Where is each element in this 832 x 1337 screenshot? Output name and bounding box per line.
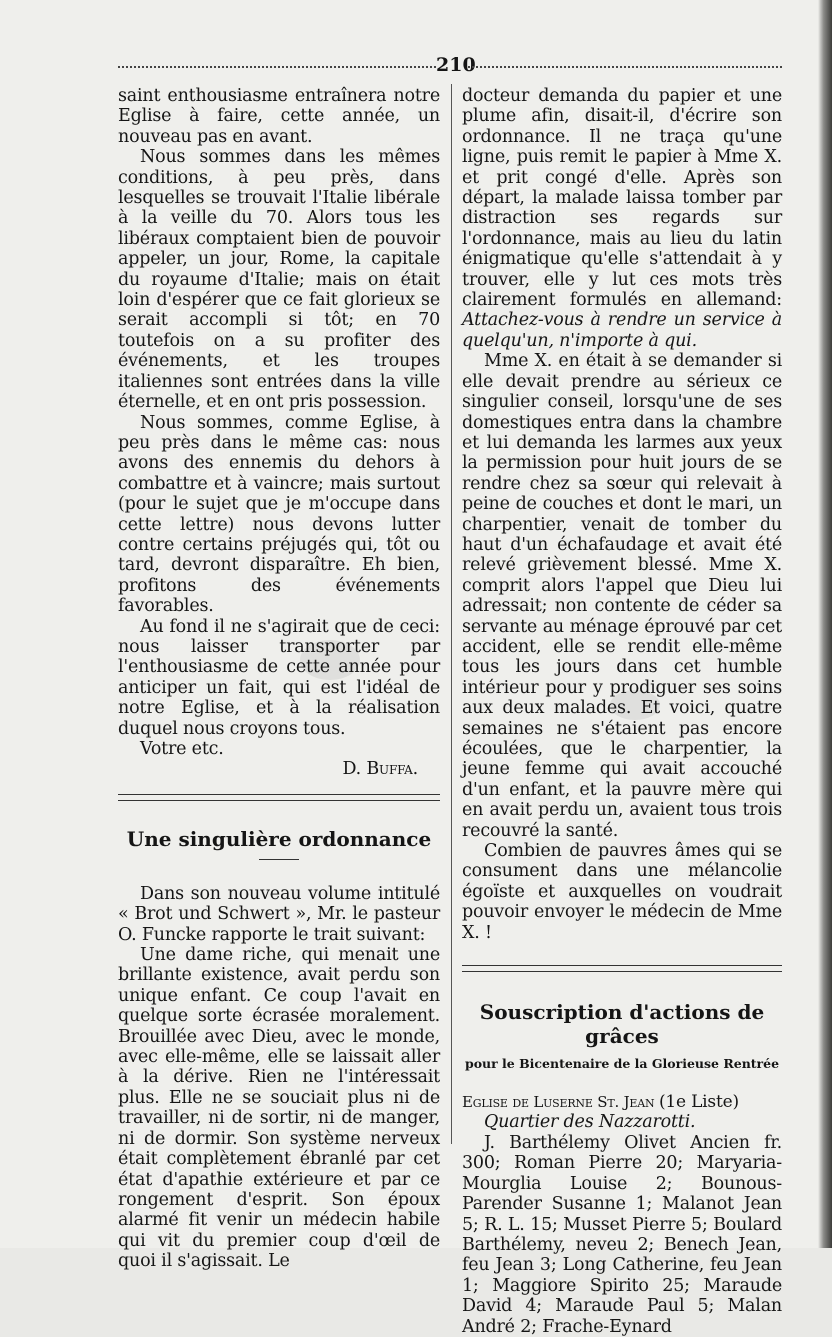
article-paragraph: Une dame riche, qui menait une brillante existence, avait perdu son unique enfant. Ce coup l'avait en quelque sorte écrasée moralement. Brouillée avec Dieu, avec le monde, avec elle-même, elle se laissait aller à la dérive. Rien ne l'intéressait plus. Elle ne se souciait plus ni de travailler, ni de sortir, ni de manger, ni de dormir. Son système nerveux était complètement ébranlé par cet état d'apathie extérieure et par ce rongement d'esprit. Son époux alarmé fit venir un médecin habile qui vit du premier coup d'œil de quoi il s'agissait. Le [118, 945, 440, 1272]
article-paragraph: Dans son nouveau volume intitulé « Brot und Schwert », Mr. le pasteur O. Funcke rapporte le trait suivant: [118, 883, 440, 945]
left-column [118, 86, 440, 1272]
column-divider [451, 84, 452, 1144]
quarter-name: Quartier des Nazzarotti. [484, 1112, 696, 1133]
article-paragraph: Mme X. en était à se demander si elle devait prendre au sérieux ce singulier conseil, lorsqu'une de ses domestiques entra dans la chambre et lui demanda les larmes aux yeux la permission pour huit jours de se rendre chez sa sœur qui relevait à peine de couches et dont le mari, un charpentier, venait de tomber du haut d'un échafaudage et avait été relevé grièvement blessé. Mme X. comprit alors l'appel que Dieu lui adressait; non contente de céder sa servante au ménage éprouvé par cet accident, elle se rendit elle-même tous les jours dans cet humble intérieur pour y prodiguer ses soins aux deux malades. Et voici, quatre semaines ne s'étaient pas encore écoulées, que le charpentier, la jeune femme qui avait accouché d'un enfant, et la pauvre mère qui en avait perdu un, avaient tous trois recouvré la santé. [462, 351, 782, 841]
article-paragraph: Combien de pauvres âmes qui se consument dans une mélancolie égoïste et auxquelles on voudrait pouvoir envoyer le médecin de Mme X. ! [462, 841, 782, 943]
letter-paragraph: saint enthousiasme entraînera notre Eglise à faire, cette année, un nouveau pas en avant. [118, 86, 440, 147]
header-rule-right [468, 66, 782, 68]
article-paragraph [462, 86, 782, 351]
letter-paragraph: Au fond il ne s'agirait que de ceci: nous laisser transporter par l'enthousiasme de cette année pour anticiper un fait, qui est l'idéal de notre Eglise, et à la réalisation duquel nous croyons tous. [118, 616, 440, 739]
page-number: 210 [436, 54, 476, 76]
section-separator [118, 794, 440, 801]
article-title: Une singulière ordonnance [126, 826, 432, 851]
right-column [462, 86, 782, 1337]
list-number: (1e Liste) [658, 1092, 739, 1113]
letter-paragraph: Nous sommes dans les mêmes conditions, à peu près, dans lesquelles se trouvait l'Italie libérale à la veille du 70. Alors tous les libéraux comptaient bien de pouvoir appeler, un jour, Rome, la capitale du royaume d'Italie; mais on était loin d'espérer que ce fait glorieux se serait accompli si tôt; en 70 toutefois on a su profiter des événements, et les troupes italiennes sont entrées dans la ville éternelle, et en ont pris possession. [118, 147, 440, 413]
church-heading [462, 1092, 782, 1112]
prescription-text: Attachez-vous à rendre un service à quelqu'un, n'importe à qui. [462, 310, 782, 351]
church-name: Eglise de Luserne St. Jean [462, 1093, 655, 1112]
letter-closing: Votre etc. [140, 739, 224, 759]
subscription-subtitle: pour le Bicentenaire de la Glorieuse Rentrée [464, 1056, 780, 1072]
page-edge-shadow [818, 0, 832, 1248]
subscription-title: Souscription d'actions de grâces [479, 1000, 765, 1049]
title-underline [259, 859, 299, 860]
letter-signature: D. Buffa. [342, 759, 418, 780]
header-rule-left [118, 66, 436, 68]
donation-list: J. Barthélemy Olivet Ancien fr. 300; Roman Pierre 20; Maryaria-Mourglia Louise 2; Bounous-Parender Susanne 1; Malanot Jean 5; R. L. 15; Musset Pierre 5; Boulard Barthélemy, neveu 2; Benech Jean, feu Jean 3; Long Catherine, feu Jean 1; Maggiore Spirito 25; Maraude David 4; Maraude Paul 5; Malan André 2; Frache-Eynard [462, 1132, 782, 1337]
letter-paragraph: Nous sommes, comme Eglise, à peu près dans le même cas: nous avons des ennemis du dehors à combattre et à vaincre; mais surtout (pour le sujet que je m'occupe dans cette lettre) nous devons lutter contre certains préjugés qui, tôt ou tard, devront disparaître. Eh bien, profitons des événements favorables. [118, 412, 440, 617]
page-header [118, 54, 782, 80]
section-separator [462, 965, 782, 972]
article-text: docteur demanda du papier et une plume afin, disait-il, d'écrire son ordonnance. Il ne traça qu'une ligne, puis remit le papier à Mme X. et prit congé d'elle. Après son départ, la malade laissa tomber par distraction ses regards sur l'ordonnance, mais au lieu du latin énigmatique qu'elle s'attendait à y trouver, elle y lut ces mots très clairement formulés en allemand: [462, 86, 782, 311]
